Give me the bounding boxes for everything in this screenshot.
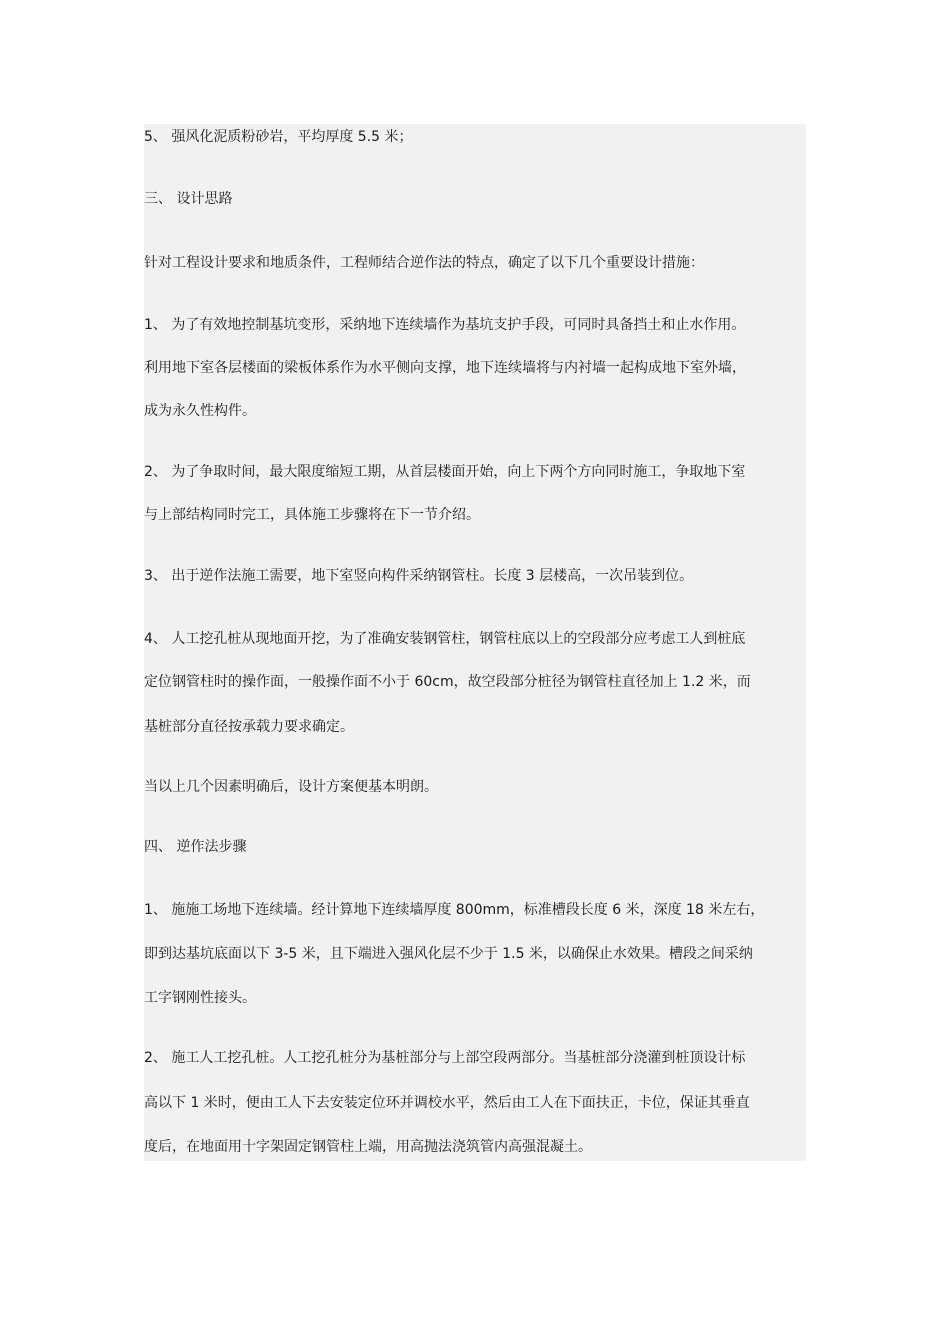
- text-line: 定位钢管柱时的操作面，一般操作面不小于 60cm，故空段部分桩径为钢管柱直径加上 1.2 米，而: [144, 674, 751, 690]
- text-line: 利用地下室各层楼面的梁板体系作为水平侧向支撑，地下连续墙将与内衬墙一起构成地下室外墙，: [144, 360, 746, 376]
- text-line: 工字钢刚性接头。: [144, 990, 256, 1006]
- text-line: 2、 为了争取时间，最大限度缩短工期，从首层楼面开始，向上下两个方向同时施工，争取地下室: [144, 464, 746, 480]
- text-line: 4、 人工挖孔桩从现地面开挖，为了准确安装钢管柱，钢管柱底以上的空段部分应考虑工人到桩底: [144, 631, 746, 647]
- text-line: 针对工程设计要求和地质条件，工程师结合逆作法的特点，确定了以下几个重要设计措施：: [144, 255, 704, 271]
- text-line: 基桩部分直径按承载力要求确定。: [144, 719, 354, 735]
- text-line: 高以下 1 米时，便由工人下去安装定位环并调校水平，然后由工人在下面扶正，卡位，保证其垂直: [144, 1095, 750, 1111]
- text-line: 与上部结构同时完工，具体施工步骤将在下一节介绍。: [144, 507, 480, 523]
- section-heading: 四、 逆作法步骤: [144, 839, 247, 855]
- text-line: 即到达基坑底面以下 3-5 米，且下端进入强风化层不少于 1.5 米，以确保止水效果。槽段之间采纳: [144, 946, 753, 962]
- text-line: 成为永久性构件。: [144, 403, 256, 419]
- text-line: 当以上几个因素明确后，设计方案便基本明朗。: [144, 779, 438, 795]
- document-body: [144, 124, 806, 1161]
- section-heading: 三、 设计思路: [144, 191, 233, 207]
- text-line: 2、 施工人工挖孔桩。人工挖孔桩分为基桩部分与上部空段两部分。当基桩部分浇灌到桩顶设计标: [144, 1050, 746, 1066]
- text-line: 5、 强风化泥质粉砂岩，平均厚度 5.5 米；: [144, 129, 413, 145]
- text-line: 1、 为了有效地控制基坑变形，采纳地下连续墙作为基坑支护手段，可同时具备挡土和止水作用。: [144, 317, 746, 333]
- text-line: 3、 出于逆作法施工需要，地下室竖向构件采纳钢管柱。长度 3 层楼高，一次吊装到位。: [144, 568, 694, 584]
- text-line: 1、 施施工场地下连续墙。经计算地下连续墙厚度 800mm，标准槽段长度 6 米，深度 18 米左右，: [144, 902, 765, 918]
- text-line: 度后，在地面用十字架固定钢管柱上端，用高抛法浇筑管内高强混凝土。: [144, 1139, 592, 1155]
